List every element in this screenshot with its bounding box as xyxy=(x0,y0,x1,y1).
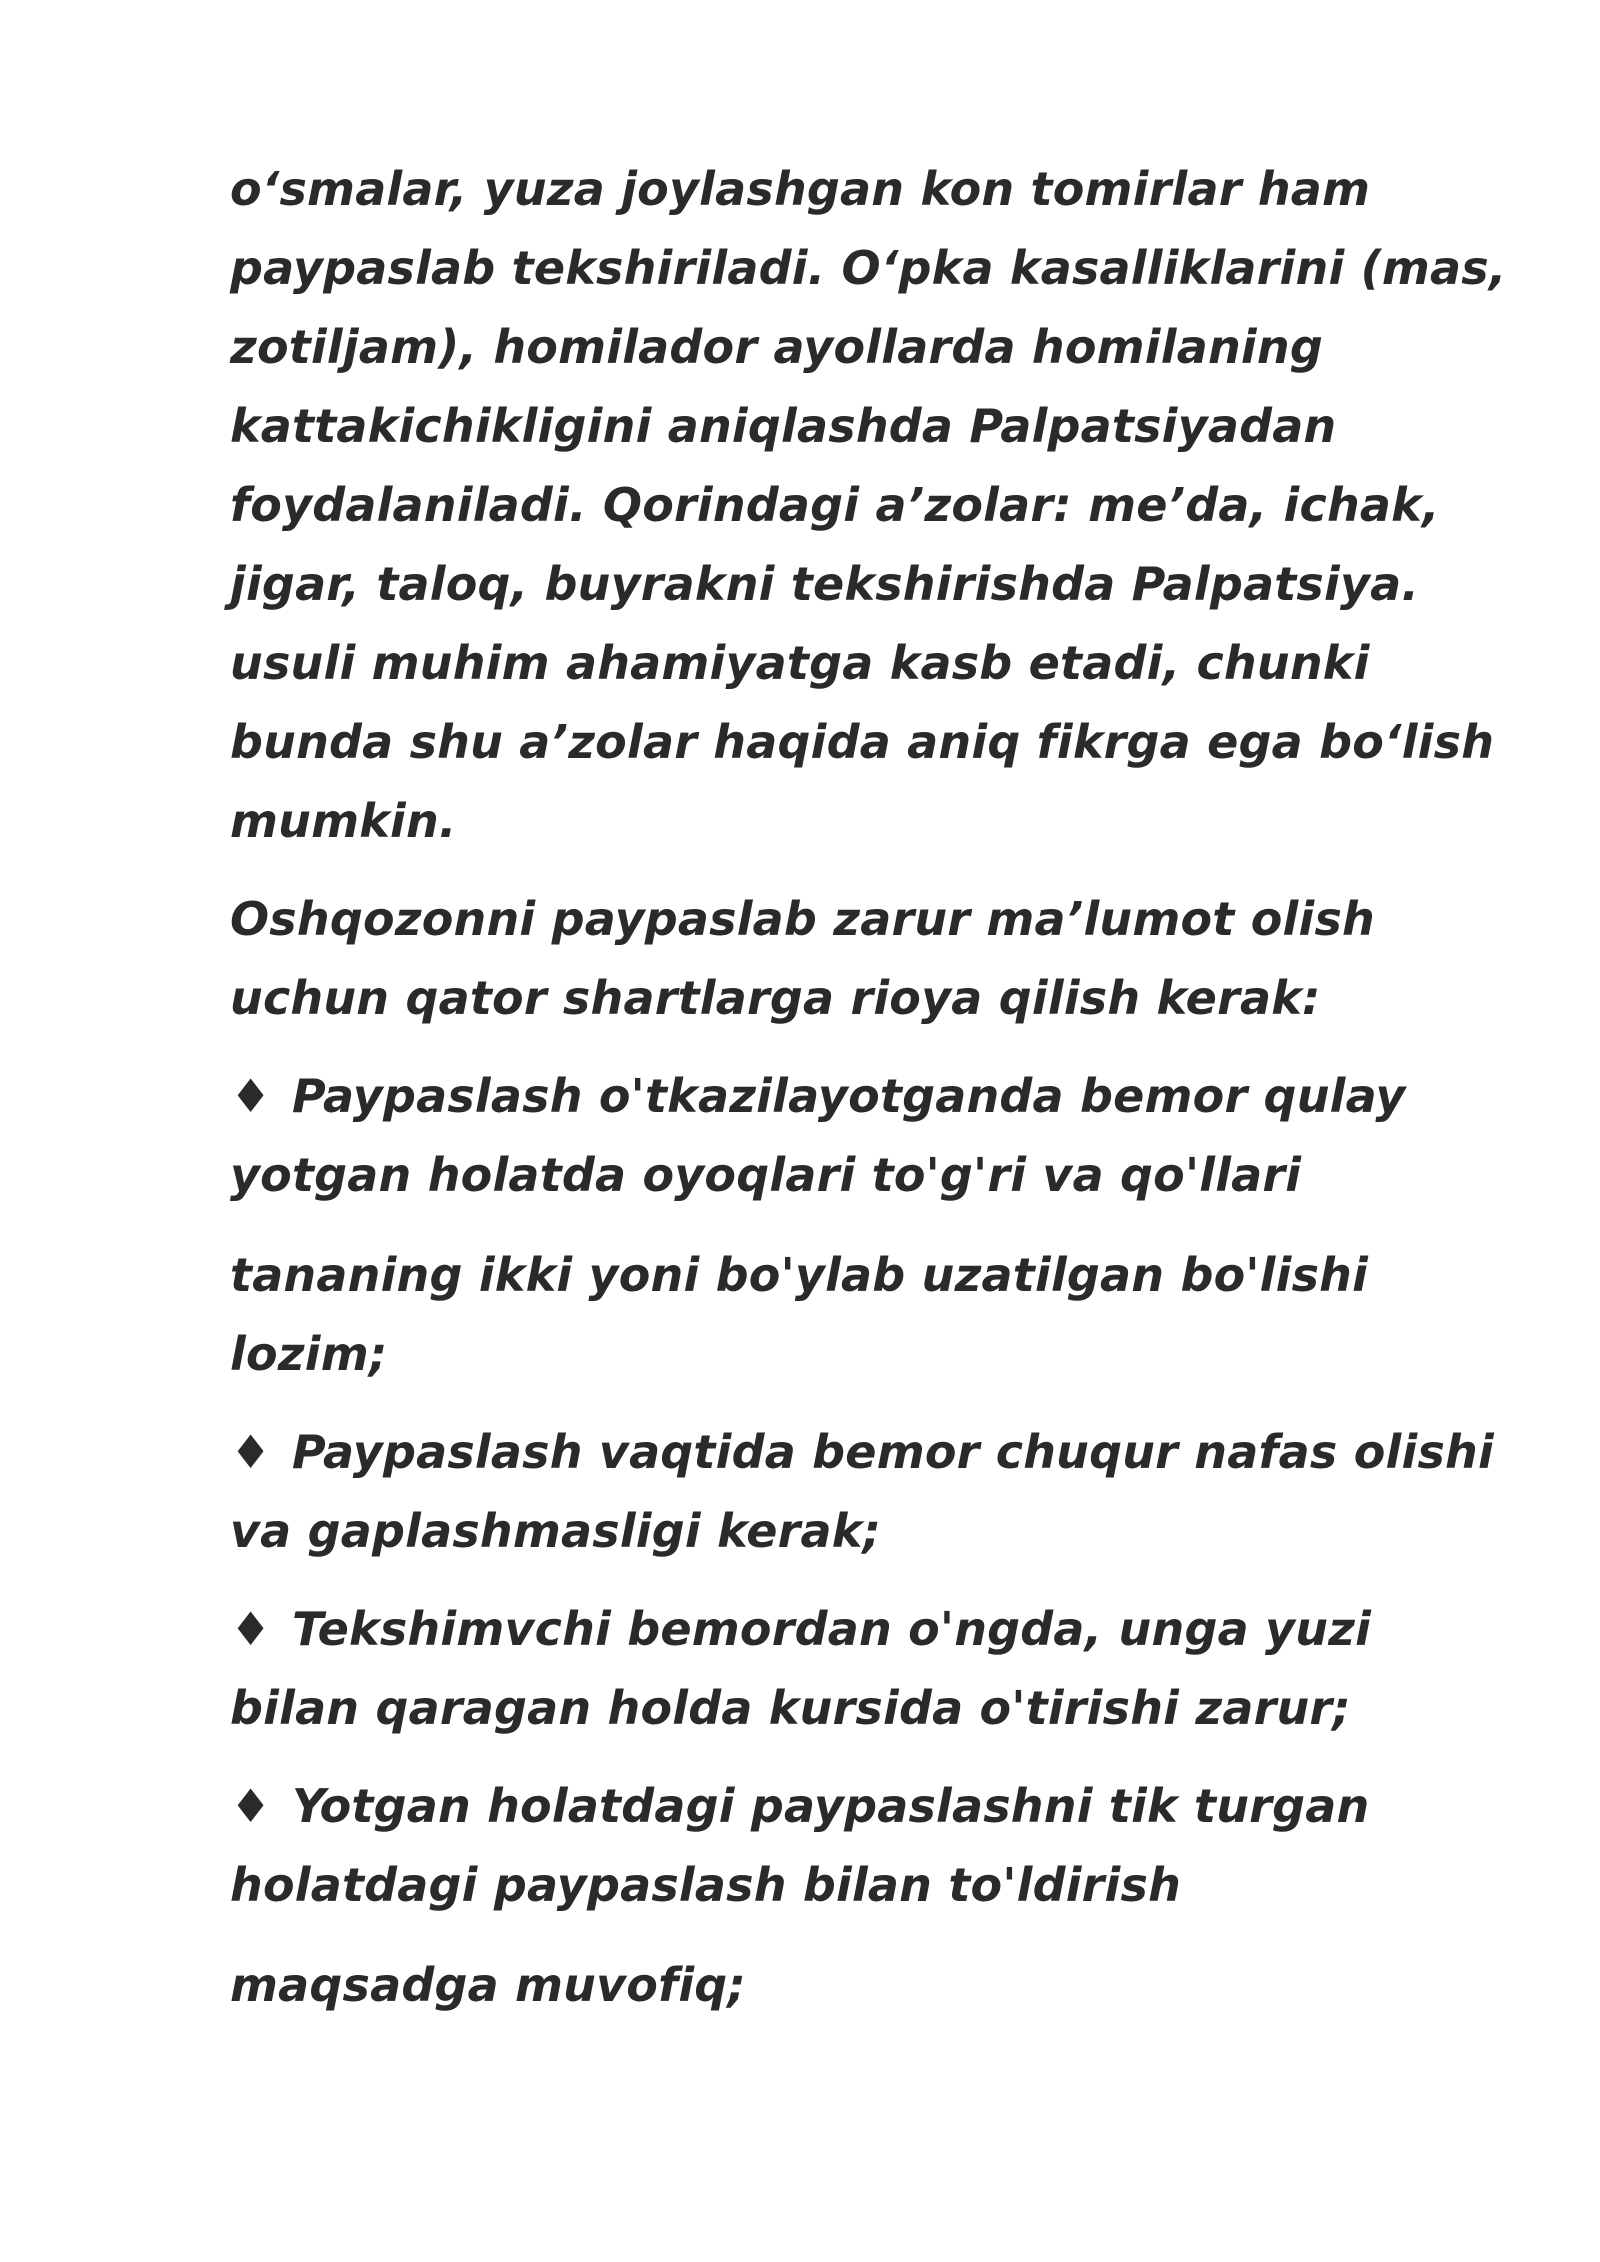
bullet-text: Yotgan holatdagi paypaslashni tik turgan xyxy=(292,1779,1370,1833)
text-line: yotgan holatda oyoqlari to'g'ri va qo'llari xyxy=(230,1148,1302,1202)
diamond-bullet-icon: ♦ xyxy=(230,1779,272,1833)
text-line: kattakichikligini aniqlashda Palpatsiyadan xyxy=(230,399,1337,453)
text-line: lozim; xyxy=(230,1327,388,1381)
paragraph-palpation-organs xyxy=(230,150,1530,861)
text-line: paypaslab tekshiriladi. Oʻpka kasalliklarini (mas, xyxy=(230,241,1507,295)
bullet-text: Tekshimvchi bemordan o'ngda, unga yuzi xyxy=(292,1602,1372,1656)
text-line xyxy=(230,1057,1530,1136)
bullet-text: Paypaslash vaqtida bemor chuqur nafas olishi xyxy=(292,1425,1494,1479)
text-line: bilan qaragan holda kursida o'tirishi zarur; xyxy=(230,1681,1351,1735)
text-line xyxy=(230,1413,1530,1492)
text-line: oʻsmalar, yuza joylashgan kon tomirlar ham xyxy=(230,162,1371,216)
bullet-item-examiner-position xyxy=(230,1590,1530,1748)
text-line: maqsadga muvofiq; xyxy=(230,1958,747,2012)
text-line: holatdagi paypaslash bilan to'ldirish xyxy=(230,1858,1182,1912)
bullet-text: Paypaslash o'tkazilayotganda bemor qulay xyxy=(292,1069,1406,1123)
text-line: va gaplashmasligi kerak; xyxy=(230,1504,882,1558)
bullet-item-breathing xyxy=(230,1413,1530,1571)
text-line: usuli muhim ahamiyatga kasb etadi, chunki xyxy=(230,636,1370,690)
diamond-bullet-icon: ♦ xyxy=(230,1602,272,1656)
diamond-bullet-icon: ♦ xyxy=(230,1069,272,1123)
paragraph-stomach-conditions xyxy=(230,880,1530,1038)
text-line: foydalaniladi. Qorindagi a’zolar: me’da, ichak, xyxy=(230,478,1440,532)
text-line: bunda shu a’zolar haqida aniq fikrga ega boʻlish xyxy=(230,715,1495,769)
bullet-item-standing-palpation xyxy=(230,1767,1530,2025)
text-line: mumkin. xyxy=(230,794,457,848)
text-line: zotiljam), homilador ayollarda homilaning xyxy=(230,320,1323,374)
text-line: uchun qator shartlarga rioya qilish kerak: xyxy=(230,971,1321,1025)
text-line xyxy=(230,1767,1530,1846)
bullet-item-patient-position xyxy=(230,1057,1530,1394)
text-line: Oshqozonni paypaslab zarur ma’lumot olish xyxy=(230,892,1375,946)
document-text xyxy=(230,150,1530,2025)
text-line: tananing ikki yoni bo'ylab uzatilgan bo'lishi xyxy=(230,1248,1369,1302)
text-line: jigar, taloq, buyrakni tekshirishda Palpatsiya. xyxy=(230,557,1420,611)
diamond-bullet-icon: ♦ xyxy=(230,1425,272,1479)
text-line xyxy=(230,1590,1530,1669)
